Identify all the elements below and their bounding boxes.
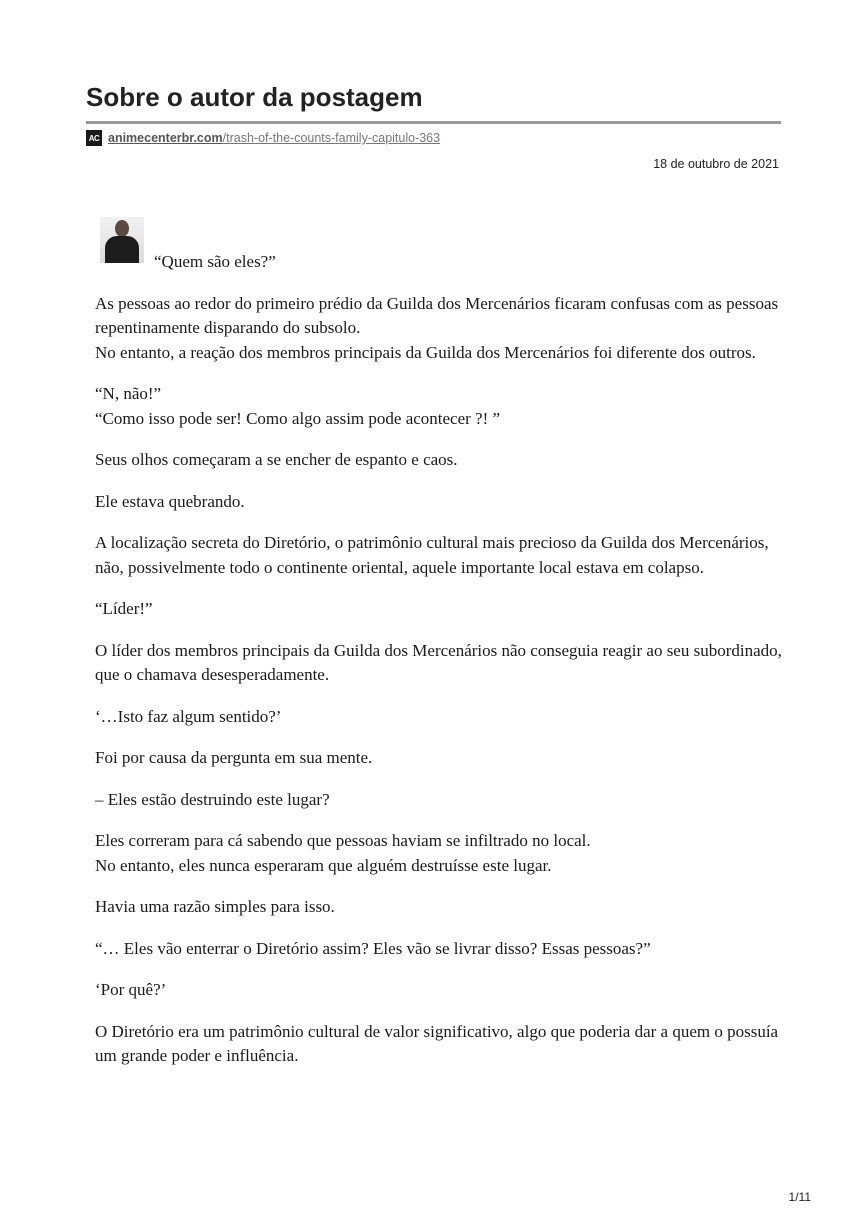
paragraph <box>95 250 785 275</box>
paragraph <box>95 639 785 688</box>
paragraph-line: “N, não!” <box>95 384 162 403</box>
paragraph-line: Havia uma razão simples para isso. <box>95 897 335 916</box>
paragraph-line: – Eles estão destruindo este lugar? <box>95 789 330 809</box>
paragraph-line: O Diretório era um patrimônio cultural de valor significativo, algo que poderia dar a quem o possuía um grande poder e influência. <box>95 1021 779 1065</box>
paragraph-line: No entanto, a reação dos membros principais da Guilda dos Mercenários foi diferente dos outros. <box>95 342 756 362</box>
paragraph-line: ‘…Isto faz algum sentido?’ <box>95 706 282 726</box>
paragraph-line: “Líder!” <box>95 599 153 618</box>
paragraph-line: A localização secreta do Diretório, o patrimônio cultural mais precioso da Guilda dos Mercenários, não, possivelmente todo o continente oriental, aquele importante local estava em colapso. <box>95 533 769 577</box>
paragraph-line: Ele estava quebrando. <box>95 491 245 511</box>
paragraph <box>95 937 785 962</box>
paragraph-line: Seus olhos começaram a se encher de espanto e caos. <box>95 450 458 469</box>
paragraph-line: Eles correram para cá sabendo que pessoas haviam se infiltrado no local. <box>95 831 591 850</box>
page-title: Sobre o autor da postagem <box>86 82 423 112</box>
page-number: 1/11 <box>788 1190 811 1204</box>
source-path-link[interactable]: /trash-of-the-counts-family-capitulo-363 <box>222 131 441 145</box>
paragraph-line: As pessoas ao redor do primeiro prédio da Guilda dos Mercenários ficaram confusas com as pessoas repentinamente disparando do subsolo. <box>95 293 779 337</box>
paragraph <box>95 382 785 431</box>
paragraph <box>95 490 785 515</box>
site-logo-icon: AC <box>86 130 102 146</box>
paragraph <box>95 1020 785 1069</box>
paragraph-line: “Como isso pode ser! Como algo assim pode acontecer ?! ” <box>95 408 501 428</box>
paragraph-line: Foi por causa da pergunta em sua mente. <box>95 748 373 767</box>
paragraph <box>95 895 785 920</box>
source-domain-link[interactable]: animecenterbr.com <box>108 131 223 145</box>
paragraph-line: “Quem são eles?” <box>154 252 276 271</box>
paragraph <box>95 597 785 622</box>
avatar-head <box>115 220 129 237</box>
article-body <box>95 250 785 1086</box>
paragraph <box>95 705 785 730</box>
title-divider <box>86 121 781 124</box>
paragraph <box>95 788 785 813</box>
paragraph <box>95 829 785 878</box>
paragraph <box>95 978 785 1003</box>
paragraph <box>95 746 785 771</box>
paragraph <box>95 531 785 580</box>
paragraph-line: O líder dos membros principais da Guilda dos Mercenários não conseguia reagir ao seu subordinado, que o chamava desesperadamente. <box>95 640 782 684</box>
source-line[interactable] <box>86 129 440 147</box>
paragraph-line: ‘Por quê?’ <box>95 980 167 999</box>
paragraph-line: No entanto, eles nunca esperaram que alguém destruísse este lugar. <box>95 855 552 875</box>
post-date: 18 de outubro de 2021 <box>653 157 779 171</box>
paragraph <box>95 448 785 473</box>
paragraph-line: “… Eles vão enterrar o Diretório assim? Eles vão se livrar disso? Essas pessoas?” <box>95 938 651 958</box>
paragraph <box>95 292 785 366</box>
